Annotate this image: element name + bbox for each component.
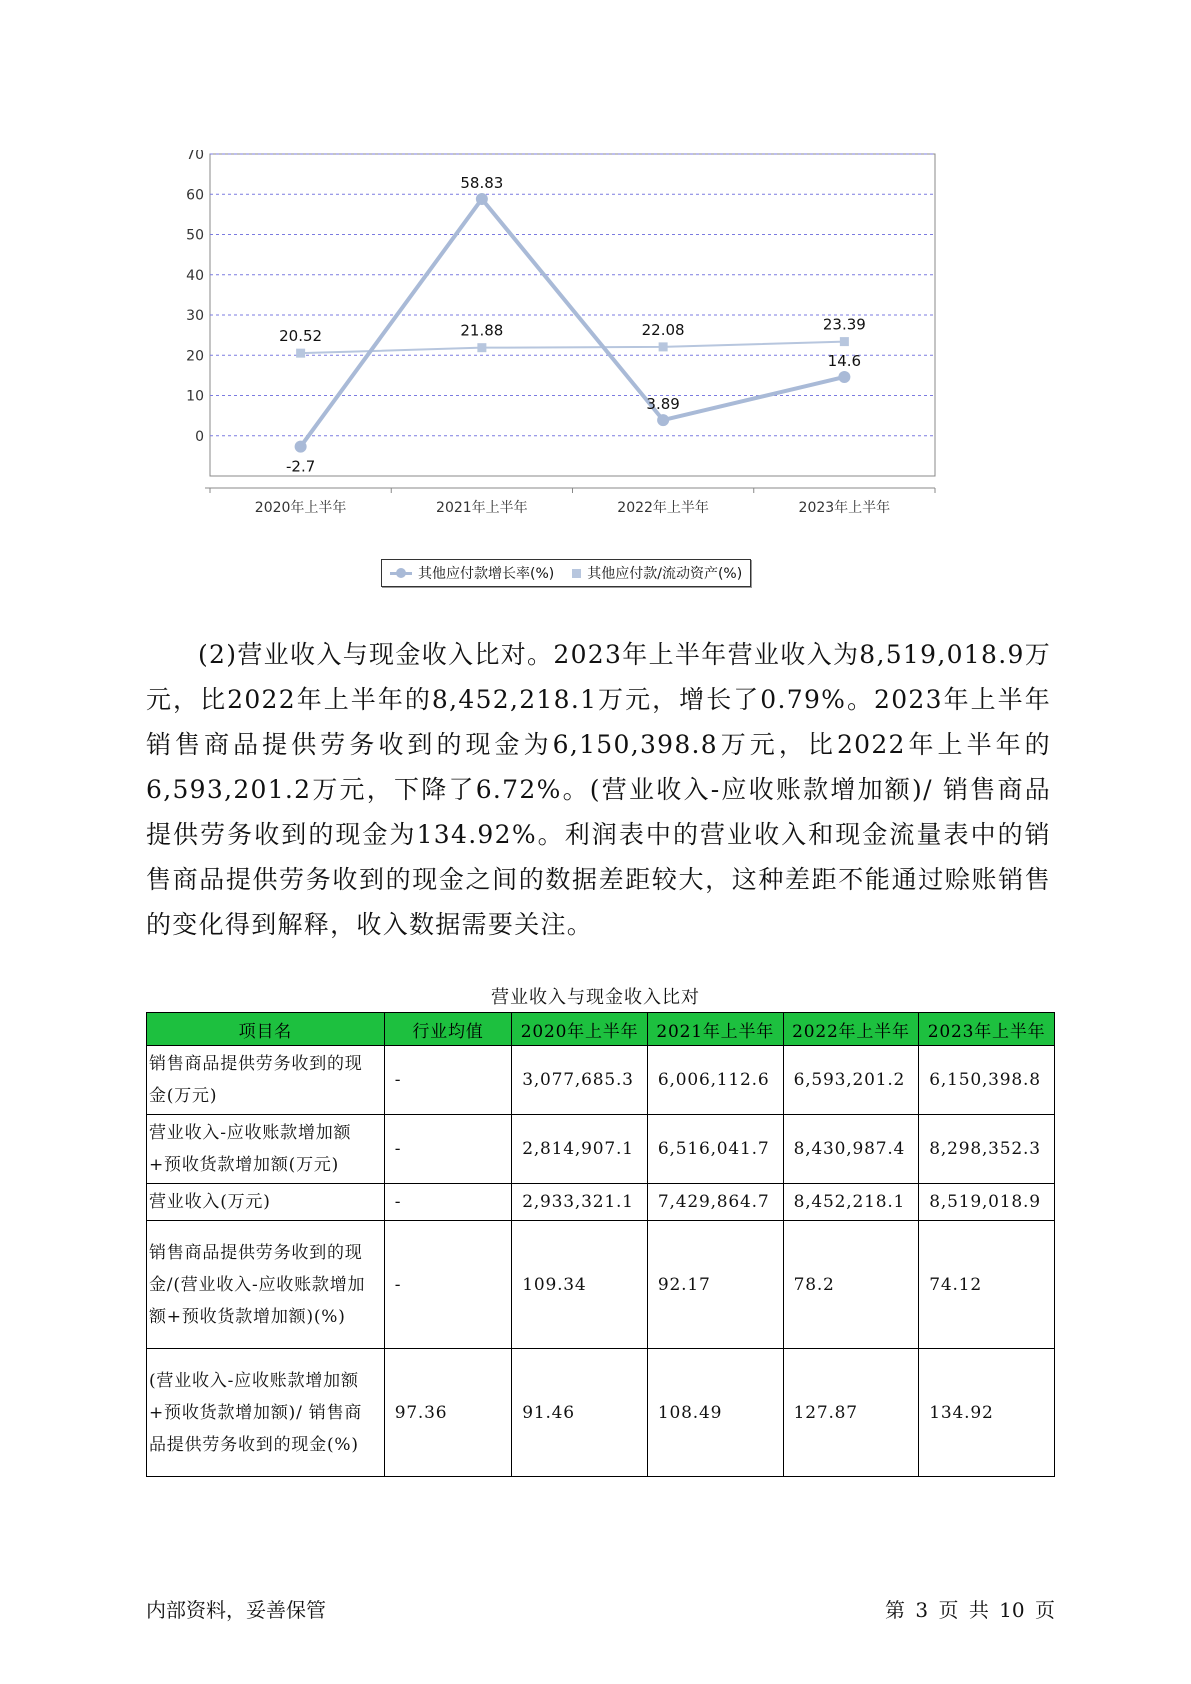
comparison-table — [146, 1012, 1055, 1477]
line-chart — [170, 150, 1020, 590]
table-title: 营业收入与现金收入比对 — [491, 987, 700, 1008]
cell-2021: 108.49 — [647, 1349, 783, 1477]
y-tick-label: 70 — [186, 150, 204, 163]
row-name: (营业收入-应收账款增加额+预收货款增加额)/ 销售商品提供劳务收到的现金(%) — [147, 1349, 385, 1477]
table-header-row — [147, 1013, 1055, 1046]
row-industry-avg: - — [384, 1115, 512, 1184]
legend-square-marker — [572, 569, 581, 578]
growth-point — [838, 371, 850, 383]
row-name: 营业收入-应收账款增加额+预收货款增加额(万元) — [147, 1115, 385, 1184]
row-industry-avg: - — [384, 1221, 512, 1349]
legend-label-ratio: 其他应付款/流动资产(%) — [587, 566, 743, 582]
header-2020: 2020年上半年 — [512, 1013, 648, 1046]
table-row — [147, 1221, 1055, 1349]
chart-legend — [381, 559, 751, 587]
paragraph-text: (2)营业收入与现金收入比对。2023年上半年营业收入为8,519,018.9万元，比2022年上半年的8,452,218.1万元，增长了0.79%。2023年上半年销售商品提供劳务收到的现金为6,150,398.8万元，比2022年上半年的6,593,201.2万元，下降了6.72%。(营业收入-应收账款增加额)/ 销售商品提供劳务收到的现金为134.92%。利润表中的营业收入和现金流量表中的销售商品提供劳务收到的现金之间的数据差距较大，这种差距不能通过赊账销售的变化得到解释，收入数据需要关注。 — [146, 640, 1051, 939]
row-industry-avg: - — [384, 1184, 512, 1221]
table-row — [147, 1046, 1055, 1115]
analysis-paragraph — [146, 632, 1051, 947]
x-tick-label: 2021年上半年 — [436, 500, 528, 516]
table-row — [147, 1349, 1055, 1477]
cell-2022: 78.2 — [783, 1221, 919, 1349]
growth-point — [295, 441, 307, 453]
cell-2023: 134.92 — [919, 1349, 1055, 1477]
ratio-point — [659, 342, 668, 351]
header-2022: 2022年上半年 — [783, 1013, 919, 1046]
chart-svg — [170, 150, 1020, 590]
legend-line-marker — [390, 572, 412, 575]
y-tick-label: 10 — [186, 388, 204, 405]
y-tick-label: 0 — [195, 428, 204, 445]
series-line-ratio — [301, 342, 845, 354]
cell-2021: 6,006,112.6 — [647, 1046, 783, 1115]
cell-2020: 2,814,907.1 — [512, 1115, 648, 1184]
cell-2022: 8,452,218.1 — [783, 1184, 919, 1221]
cell-2020: 2,933,321.1 — [512, 1184, 648, 1221]
header-2023: 2023年上半年 — [919, 1013, 1055, 1046]
legend-label-growth: 其他应付款增长率(%) — [418, 566, 555, 582]
table-row — [147, 1184, 1055, 1221]
series-line-growth — [301, 199, 845, 447]
ratio-point — [296, 349, 305, 358]
growth-point — [657, 414, 669, 426]
x-tick-label: 2020年上半年 — [254, 500, 347, 516]
growth-data-label: 14.6 — [827, 351, 862, 370]
cell-2021: 7,429,864.7 — [647, 1184, 783, 1221]
footer-page-number: 第 3 页 共 10 页 — [885, 1598, 1055, 1622]
growth-data-label: 58.83 — [460, 173, 504, 192]
footer-confidential-note: 内部资料，妥善保管 — [146, 1598, 326, 1622]
cell-2021: 6,516,041.7 — [647, 1115, 783, 1184]
row-name: 销售商品提供劳务收到的现金(万元) — [147, 1046, 385, 1115]
growth-point — [476, 193, 488, 205]
y-tick-label: 40 — [186, 267, 204, 284]
table-row — [147, 1115, 1055, 1184]
y-tick-label: 60 — [186, 187, 204, 204]
header-2021: 2021年上半年 — [647, 1013, 783, 1046]
header-industry-avg: 行业均值 — [384, 1013, 512, 1046]
header-item-name: 项目名 — [147, 1013, 385, 1046]
ratio-data-label: 20.52 — [279, 327, 323, 346]
ratio-point — [840, 337, 849, 346]
growth-data-label: -2.7 — [285, 457, 316, 476]
row-industry-avg: - — [384, 1046, 512, 1115]
row-name: 销售商品提供劳务收到的现金/(营业收入-应收账款增加额+预收货款增加额)(%) — [147, 1221, 385, 1349]
cell-2022: 127.87 — [783, 1349, 919, 1477]
row-name: 营业收入(万元) — [147, 1184, 385, 1221]
row-industry-avg: 97.36 — [384, 1349, 512, 1477]
y-tick-label: 20 — [186, 348, 204, 365]
ratio-data-label: 23.39 — [822, 315, 866, 334]
cell-2023: 8,298,352.3 — [919, 1115, 1055, 1184]
cell-2020: 109.34 — [512, 1221, 648, 1349]
legend-item-ratio — [568, 563, 742, 583]
cell-2020: 91.46 — [512, 1349, 648, 1477]
cell-2020: 3,077,685.3 — [512, 1046, 648, 1115]
cell-2021: 92.17 — [647, 1221, 783, 1349]
ratio-point — [477, 343, 486, 352]
growth-data-label: 3.89 — [646, 395, 680, 414]
y-tick-label: 30 — [186, 308, 204, 324]
cell-2023: 6,150,398.8 — [919, 1046, 1055, 1115]
y-tick-label: 50 — [186, 227, 204, 244]
cell-2023: 8,519,018.9 — [919, 1184, 1055, 1221]
legend-item-growth — [390, 563, 554, 583]
cell-2022: 8,430,987.4 — [783, 1115, 919, 1184]
x-tick-label: 2022年上半年 — [617, 500, 709, 516]
cell-2023: 74.12 — [919, 1221, 1055, 1349]
x-tick-label: 2023年上半年 — [798, 500, 891, 516]
ratio-data-label: 21.88 — [460, 321, 504, 340]
cell-2022: 6,593,201.2 — [783, 1046, 919, 1115]
ratio-data-label: 22.08 — [641, 320, 685, 339]
